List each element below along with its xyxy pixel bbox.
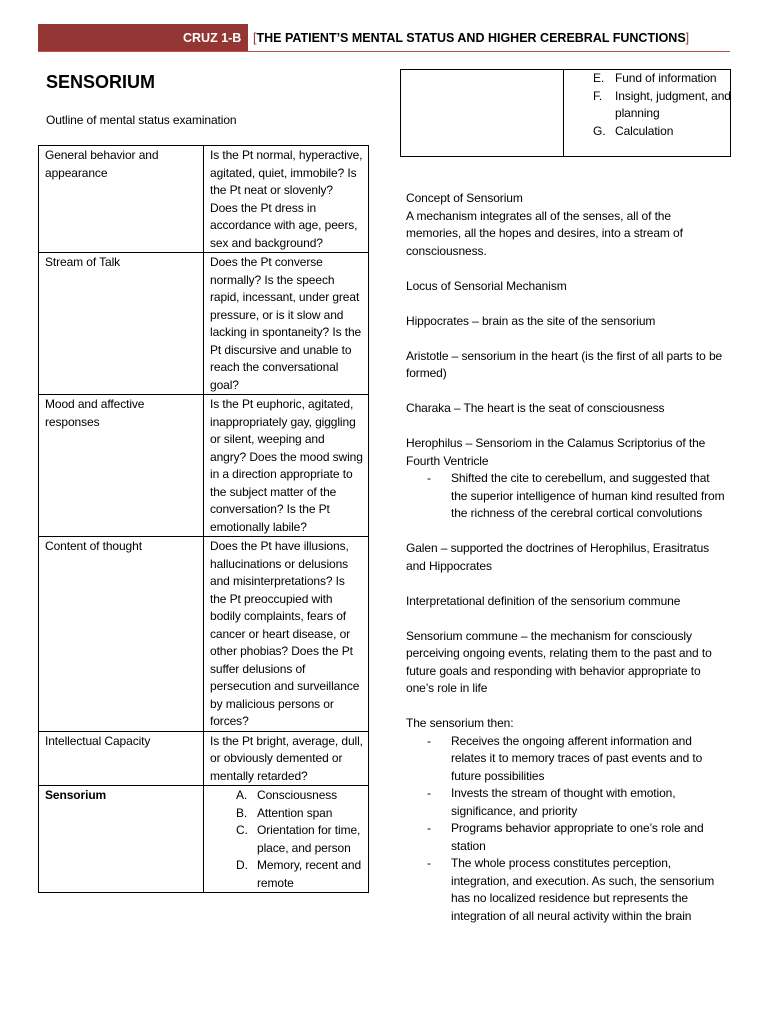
bullet-marker: - — [427, 821, 431, 835]
hippocrates-text: Hippocrates – brain as the site of the sensorium — [406, 313, 656, 328]
right-column — [406, 190, 726, 943]
list-item — [210, 857, 363, 892]
sensorium-label: Sensorium — [39, 786, 204, 893]
list-item — [406, 820, 726, 855]
row-label: General behavior and appearance — [39, 146, 204, 253]
list-item — [210, 805, 363, 823]
row-label: Content of thought — [39, 537, 204, 732]
row-question: Does the Pt converse normally? Is the speech rapid, incessant, under great pressure, or is it slow and lacking in spontaneity? Is the Pt discursive and unable to reach the conversational goal? — [204, 253, 369, 395]
column-divider — [563, 70, 564, 156]
aristotle-text: Aristotle – sensorium in the heart (is the first of all parts to be formed) — [406, 348, 723, 380]
list-item — [571, 88, 731, 123]
galen-text: Galen – supported the doctrines of Herophilus, Erasitratus and Hippocrates — [406, 541, 710, 573]
section-title: SENSORIUM — [46, 72, 156, 92]
then-heading: The sensorium then: — [406, 716, 514, 730]
list-text: Consciousness — [257, 788, 338, 802]
row-question: Is the Pt euphoric, agitated, inappropriately gay, giggling or silent, weeping and angry? Does the mood swing in a direction appropriate to the subject matter of the conversation? Is the Pt emotionally labile? — [204, 395, 369, 537]
mental-status-table — [38, 145, 369, 893]
header-title: THE PATIENT’S MENTAL STATUS AND HIGHER CEREBRAL FUNCTIONS — [256, 31, 686, 45]
list-text: Memory, recent and remote — [257, 858, 362, 890]
list-marker: B. — [236, 805, 248, 820]
row-label: Mood and affective responses — [39, 395, 204, 537]
header-title-wrap — [253, 31, 689, 45]
row-question: Does the Pt have illusions, hallucinations or delusions and misinterpretations? Is the Pt preoccupied with bodily complaints, fears of cancer or heart disease, or other phobias? Does the Pt suffer delusions of persecution and surveillance by malicious persons or forces? — [204, 537, 369, 732]
list-text: Orientation for time, place, and person — [257, 823, 361, 855]
table-row — [39, 537, 369, 732]
bullet-text: Programs behavior appropriate to one’s role and station — [451, 821, 704, 853]
bullet-text: Shifted the cite to cerebellum, and suggested that the superior intelligence of human kind resulted from the richness of the cerebral cortical convolutions — [451, 471, 725, 520]
bracket-open: [ — [253, 31, 257, 45]
list-item — [210, 787, 363, 805]
then-list — [406, 733, 726, 926]
list-item — [571, 123, 731, 141]
bracket-close: ] — [685, 31, 690, 45]
list-text: Calculation — [615, 123, 674, 138]
list-item — [406, 733, 726, 786]
bullet-marker: - — [427, 733, 431, 748]
list-text: Attention span — [257, 805, 333, 820]
list-marker: F. — [593, 88, 603, 103]
table-row — [39, 146, 369, 253]
locus-heading: Locus of Sensorial Mechanism — [406, 278, 567, 293]
continued-list — [571, 70, 731, 140]
row-label: Stream of Talk — [39, 253, 204, 395]
list-marker: E. — [593, 71, 605, 85]
bullet-marker: - — [427, 471, 431, 485]
list-item — [210, 822, 363, 857]
continued-table — [400, 69, 731, 157]
list-item — [406, 855, 726, 925]
herophilus-text: Herophilus – Sensoriom in the Calamus Scriptorius of the Fourth Ventricle — [406, 436, 706, 468]
sensorium-list-cell — [204, 786, 369, 893]
bullet-text: Invests the stream of thought with emotion, significance, and priority — [451, 786, 676, 818]
list-marker: C. — [236, 823, 248, 837]
row-question: Is the Pt normal, hyperactive, agitated, quiet, immobile? Is the Pt neat or slovenly? Does the Pt dress in accordance with age, peers, sex and background? — [204, 146, 369, 253]
list-marker: G. — [593, 123, 606, 138]
table-row — [39, 731, 369, 786]
list-text: Insight, judgment, and planning — [615, 88, 731, 120]
list-marker: A. — [236, 788, 248, 802]
outline-label: Outline of mental status examination — [46, 113, 237, 127]
concept-text: A mechanism integrates all of the senses, all of the memories, all the hopes and desires, into a stream of consciousness. — [406, 208, 683, 258]
list-text: Fund of information — [615, 71, 717, 85]
header-badge: CRUZ 1-B — [38, 24, 248, 51]
list-item — [406, 470, 726, 523]
concept-heading: Concept of Sensorium — [406, 191, 523, 205]
bullet-text: Receives the ongoing afferent information and relates it to memory traces of past events and to future possibilities — [451, 733, 703, 783]
bullet-marker: - — [427, 786, 431, 800]
sensorium-list — [210, 787, 363, 892]
herophilus-bullets — [406, 470, 726, 523]
bullet-marker: - — [427, 856, 431, 870]
list-item — [406, 785, 726, 820]
commune-text: Sensorium commune – the mechanism for consciously perceiving ongoing events, relating them to the past and to future goals and responding with behavior appropriate to one’s role in life — [406, 628, 712, 695]
table-row — [39, 395, 369, 537]
list-item — [571, 70, 731, 88]
charaka-text: Charaka – The heart is the seat of consciousness — [406, 401, 665, 415]
list-marker: D. — [236, 858, 248, 872]
header-rule — [38, 51, 730, 52]
table-row — [39, 253, 369, 395]
row-label: Intellectual Capacity — [39, 731, 204, 786]
row-question: Is the Pt bright, average, dull, or obviously demented or mentally retarded? — [204, 731, 369, 786]
table-row — [39, 786, 369, 893]
interpretational-text: Interpretational definition of the sensorium commune — [406, 593, 681, 608]
bullet-text: The whole process constitutes perception, integration, and execution. As such, the sensorium has no localized residence but represents the integration of all neural activity within the brain — [451, 856, 715, 923]
